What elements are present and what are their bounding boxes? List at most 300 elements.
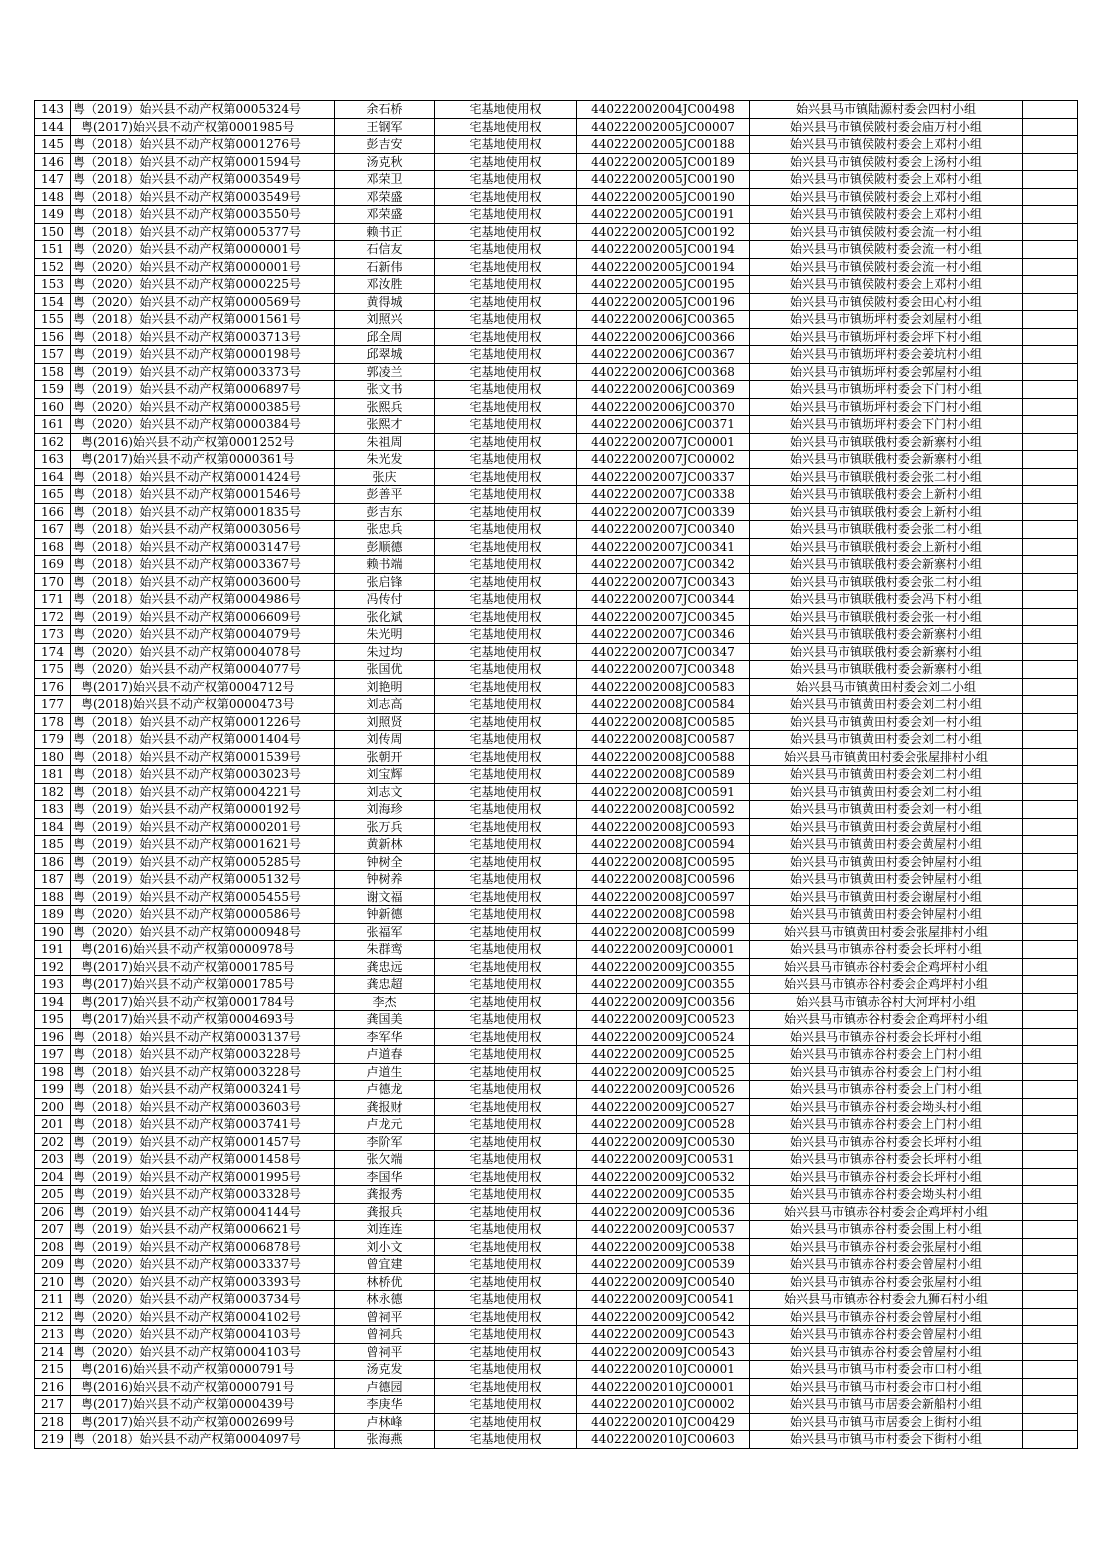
parcel-code-cell: 440222002006JC00371	[577, 416, 750, 434]
parcel-code-cell: 440222002008JC00585	[577, 713, 750, 731]
row-number-cell: 182	[35, 783, 71, 801]
parcel-code-cell: 440222002007JC00341	[577, 538, 750, 556]
location-cell: 始兴县马市镇赤谷村委会张屋村小组	[750, 1273, 1023, 1291]
right-type-cell: 宅基地使用权	[435, 293, 577, 311]
remarks-cell	[1023, 468, 1078, 486]
location-cell: 始兴县马市镇黄田村委会刘二村小组	[750, 731, 1023, 749]
owner-name-cell: 龚国美	[335, 1011, 435, 1029]
owner-name-cell: 张熙兵	[335, 398, 435, 416]
owner-name-cell: 曾祠平	[335, 1308, 435, 1326]
records-table-body	[35, 101, 1078, 1449]
parcel-code-cell: 440222002009JC00531	[577, 1151, 750, 1169]
remarks-cell	[1023, 101, 1078, 119]
certificate-number-cell: 粤（2019）始兴县不动产权第0005324号	[71, 101, 335, 119]
parcel-code-cell: 440222002006JC00365	[577, 311, 750, 329]
certificate-number-cell: 粤（2020）始兴县不动产权第0000225号	[71, 276, 335, 294]
certificate-number-cell: 粤（2018）始兴县不动产权第0004221号	[71, 783, 335, 801]
right-type-cell: 宅基地使用权	[435, 416, 577, 434]
parcel-code-cell: 440222002008JC00591	[577, 783, 750, 801]
right-type-cell: 宅基地使用权	[435, 206, 577, 224]
owner-name-cell: 林桥优	[335, 1273, 435, 1291]
location-cell: 始兴县马市镇联俄村委会冯下村小组	[750, 591, 1023, 609]
certificate-number-cell: 粤（2018）始兴县不动产权第0003550号	[71, 206, 335, 224]
location-cell: 始兴县马市镇联俄村委会上新村小组	[750, 486, 1023, 504]
remarks-cell	[1023, 941, 1078, 959]
remarks-cell	[1023, 906, 1078, 924]
certificate-number-cell: 粤（2018）始兴县不动产权第0003137号	[71, 1028, 335, 1046]
table-row	[35, 416, 1078, 434]
table-row	[35, 503, 1078, 521]
right-type-cell: 宅基地使用权	[435, 1221, 577, 1239]
right-type-cell: 宅基地使用权	[435, 801, 577, 819]
parcel-code-cell: 440222002009JC00542	[577, 1308, 750, 1326]
certificate-number-cell: 粤（2019）始兴县不动产权第0000198号	[71, 346, 335, 364]
parcel-code-cell: 440222002006JC00369	[577, 381, 750, 399]
owner-name-cell: 张启锋	[335, 573, 435, 591]
table-row	[35, 468, 1078, 486]
right-type-cell: 宅基地使用权	[435, 363, 577, 381]
owner-name-cell: 朱光明	[335, 626, 435, 644]
parcel-code-cell: 440222002008JC00587	[577, 731, 750, 749]
remarks-cell	[1023, 311, 1078, 329]
row-number-cell: 193	[35, 976, 71, 994]
remarks-cell	[1023, 783, 1078, 801]
right-type-cell: 宅基地使用权	[435, 626, 577, 644]
location-cell: 始兴县马市镇联俄村委会新寨村小组	[750, 433, 1023, 451]
owner-name-cell: 彭顺德	[335, 538, 435, 556]
table-row	[35, 853, 1078, 871]
table-row	[35, 748, 1078, 766]
right-type-cell: 宅基地使用权	[435, 573, 577, 591]
location-cell: 始兴县马市镇黄田村委会刘二小组	[750, 678, 1023, 696]
parcel-code-cell: 440222002007JC00002	[577, 451, 750, 469]
location-cell: 始兴县马市镇侯陂村委会上邓村小组	[750, 188, 1023, 206]
location-cell: 始兴县马市镇联俄村委会新寨村小组	[750, 626, 1023, 644]
location-cell: 始兴县马市镇联俄村委会上新村小组	[750, 538, 1023, 556]
table-row	[35, 958, 1078, 976]
row-number-cell: 208	[35, 1238, 71, 1256]
location-cell: 始兴县马市镇马市居委会新船村小组	[750, 1396, 1023, 1414]
owner-name-cell: 石新伟	[335, 258, 435, 276]
location-cell: 始兴县马市镇联俄村委会新寨村小组	[750, 643, 1023, 661]
location-cell: 始兴县马市镇马市村委会市口村小组	[750, 1361, 1023, 1379]
certificate-number-cell: 粤（2018）始兴县不动产权第0005377号	[71, 223, 335, 241]
row-number-cell: 147	[35, 171, 71, 189]
certificate-number-cell: 粤(2017)始兴县不动产权第0001785号	[71, 958, 335, 976]
table-row	[35, 1238, 1078, 1256]
certificate-number-cell: 粤(2017)始兴县不动产权第0001985号	[71, 118, 335, 136]
location-cell: 始兴县马市镇黄田村委会刘二村小组	[750, 696, 1023, 714]
remarks-cell	[1023, 853, 1078, 871]
certificate-number-cell: 粤（2019）始兴县不动产权第0001995号	[71, 1168, 335, 1186]
remarks-cell	[1023, 1116, 1078, 1134]
right-type-cell: 宅基地使用权	[435, 1273, 577, 1291]
table-row	[35, 1203, 1078, 1221]
table-row	[35, 766, 1078, 784]
row-number-cell: 156	[35, 328, 71, 346]
table-row	[35, 608, 1078, 626]
right-type-cell: 宅基地使用权	[435, 153, 577, 171]
location-cell: 始兴县马市镇坜坪村委会刘屋村小组	[750, 311, 1023, 329]
table-row	[35, 241, 1078, 259]
location-cell: 始兴县马市镇赤谷村委会企鸡坪村小组	[750, 1011, 1023, 1029]
remarks-cell	[1023, 661, 1078, 679]
remarks-cell	[1023, 1081, 1078, 1099]
right-type-cell: 宅基地使用权	[435, 136, 577, 154]
certificate-number-cell: 粤（2018）始兴县不动产权第0003056号	[71, 521, 335, 539]
right-type-cell: 宅基地使用权	[435, 1133, 577, 1151]
remarks-cell	[1023, 381, 1078, 399]
location-cell: 始兴县马市镇黄田村委会刘一村小组	[750, 801, 1023, 819]
right-type-cell: 宅基地使用权	[435, 188, 577, 206]
right-type-cell: 宅基地使用权	[435, 311, 577, 329]
row-number-cell: 197	[35, 1046, 71, 1064]
row-number-cell: 201	[35, 1116, 71, 1134]
table-row	[35, 1168, 1078, 1186]
certificate-number-cell: 粤（2020）始兴县不动产权第0000948号	[71, 923, 335, 941]
parcel-code-cell: 440222002009JC00535	[577, 1186, 750, 1204]
certificate-number-cell: 粤(2016)始兴县不动产权第0000791号	[71, 1378, 335, 1396]
table-row	[35, 993, 1078, 1011]
remarks-cell	[1023, 1028, 1078, 1046]
remarks-cell	[1023, 1203, 1078, 1221]
right-type-cell: 宅基地使用权	[435, 1361, 577, 1379]
owner-name-cell: 钟树全	[335, 853, 435, 871]
right-type-cell: 宅基地使用权	[435, 1238, 577, 1256]
table-row	[35, 1133, 1078, 1151]
remarks-cell	[1023, 1361, 1078, 1379]
owner-name-cell: 邱全周	[335, 328, 435, 346]
parcel-code-cell: 440222002007JC00338	[577, 486, 750, 504]
table-row	[35, 1396, 1078, 1414]
owner-name-cell: 李军华	[335, 1028, 435, 1046]
right-type-cell: 宅基地使用权	[435, 521, 577, 539]
table-row	[35, 696, 1078, 714]
row-number-cell: 169	[35, 556, 71, 574]
owner-name-cell: 李国华	[335, 1168, 435, 1186]
parcel-code-cell: 440222002005JC00194	[577, 258, 750, 276]
parcel-code-cell: 440222002010JC00001	[577, 1378, 750, 1396]
location-cell: 始兴县马市镇侯陂村委会庙万村小组	[750, 118, 1023, 136]
location-cell: 始兴县马市镇赤谷村委会企鸡坪村小组	[750, 1203, 1023, 1221]
row-number-cell: 198	[35, 1063, 71, 1081]
owner-name-cell: 张文书	[335, 381, 435, 399]
right-type-cell: 宅基地使用权	[435, 1081, 577, 1099]
owner-name-cell: 张庆	[335, 468, 435, 486]
location-cell: 始兴县马市镇坜坪村委会下门村小组	[750, 416, 1023, 434]
table-row	[35, 1221, 1078, 1239]
table-row	[35, 713, 1078, 731]
table-row	[35, 678, 1078, 696]
table-row	[35, 906, 1078, 924]
parcel-code-cell: 440222002008JC00593	[577, 818, 750, 836]
right-type-cell: 宅基地使用权	[435, 1186, 577, 1204]
parcel-code-cell: 440222002009JC00524	[577, 1028, 750, 1046]
table-row	[35, 783, 1078, 801]
location-cell: 始兴县马市镇黄田村委会张屋排村小组	[750, 748, 1023, 766]
owner-name-cell: 张忠兵	[335, 521, 435, 539]
location-cell: 始兴县马市镇赤谷村委会坳头村小组	[750, 1186, 1023, 1204]
location-cell: 始兴县马市镇赤谷村委会曾屋村小组	[750, 1326, 1023, 1344]
row-number-cell: 167	[35, 521, 71, 539]
remarks-cell	[1023, 976, 1078, 994]
right-type-cell: 宅基地使用权	[435, 538, 577, 556]
location-cell: 始兴县马市镇侯陂村委会流一村小组	[750, 223, 1023, 241]
remarks-cell	[1023, 1238, 1078, 1256]
table-row	[35, 136, 1078, 154]
parcel-code-cell: 440222002009JC00539	[577, 1256, 750, 1274]
table-row	[35, 1063, 1078, 1081]
location-cell: 始兴县马市镇黄田村委会钟屋村小组	[750, 906, 1023, 924]
location-cell: 始兴县马市镇黄田村委会刘二村小组	[750, 766, 1023, 784]
certificate-number-cell: 粤（2019）始兴县不动产权第0006609号	[71, 608, 335, 626]
parcel-code-cell: 440222002009JC00540	[577, 1273, 750, 1291]
owner-name-cell: 刘志文	[335, 783, 435, 801]
table-row	[35, 1256, 1078, 1274]
certificate-number-cell: 粤（2018）始兴县不动产权第0001226号	[71, 713, 335, 731]
table-row	[35, 206, 1078, 224]
table-row	[35, 923, 1078, 941]
right-type-cell: 宅基地使用权	[435, 1431, 577, 1449]
row-number-cell: 146	[35, 153, 71, 171]
owner-name-cell: 龚忠超	[335, 976, 435, 994]
certificate-number-cell: 粤(2017)始兴县不动产权第0002699号	[71, 1413, 335, 1431]
right-type-cell: 宅基地使用权	[435, 976, 577, 994]
remarks-cell	[1023, 538, 1078, 556]
owner-name-cell: 卢德园	[335, 1378, 435, 1396]
remarks-cell	[1023, 1273, 1078, 1291]
owner-name-cell: 彭善平	[335, 486, 435, 504]
table-row	[35, 643, 1078, 661]
parcel-code-cell: 440222002006JC00367	[577, 346, 750, 364]
row-number-cell: 204	[35, 1168, 71, 1186]
parcel-code-cell: 440222002005JC00189	[577, 153, 750, 171]
remarks-cell	[1023, 1046, 1078, 1064]
certificate-number-cell: 粤(2016)始兴县不动产权第0001252号	[71, 433, 335, 451]
parcel-code-cell: 440222002009JC00536	[577, 1203, 750, 1221]
right-type-cell: 宅基地使用权	[435, 1256, 577, 1274]
table-row	[35, 223, 1078, 241]
owner-name-cell: 曾宜建	[335, 1256, 435, 1274]
row-number-cell: 151	[35, 241, 71, 259]
owner-name-cell: 彭吉安	[335, 136, 435, 154]
remarks-cell	[1023, 223, 1078, 241]
owner-name-cell: 曾祠兵	[335, 1326, 435, 1344]
parcel-code-cell: 440222002006JC00370	[577, 398, 750, 416]
remarks-cell	[1023, 416, 1078, 434]
remarks-cell	[1023, 713, 1078, 731]
right-type-cell: 宅基地使用权	[435, 241, 577, 259]
certificate-number-cell: 粤（2019）始兴县不动产权第0001458号	[71, 1151, 335, 1169]
certificate-number-cell: 粤（2018）始兴县不动产权第0003228号	[71, 1046, 335, 1064]
certificate-number-cell: 粤（2018）始兴县不动产权第0001539号	[71, 748, 335, 766]
certificate-number-cell: 粤（2018）始兴县不动产权第0001424号	[71, 468, 335, 486]
parcel-code-cell: 440222002007JC00339	[577, 503, 750, 521]
right-type-cell: 宅基地使用权	[435, 888, 577, 906]
parcel-code-cell: 440222002007JC00348	[577, 661, 750, 679]
table-row	[35, 976, 1078, 994]
owner-name-cell: 李庚华	[335, 1396, 435, 1414]
parcel-code-cell: 440222002009JC00541	[577, 1291, 750, 1309]
row-number-cell: 155	[35, 311, 71, 329]
remarks-cell	[1023, 1063, 1078, 1081]
location-cell: 始兴县马市镇赤谷村委会上门村小组	[750, 1063, 1023, 1081]
remarks-cell	[1023, 1308, 1078, 1326]
parcel-code-cell: 440222002006JC00368	[577, 363, 750, 381]
location-cell: 始兴县马市镇马市村委会下街村小组	[750, 1431, 1023, 1449]
row-number-cell: 144	[35, 118, 71, 136]
row-number-cell: 212	[35, 1308, 71, 1326]
location-cell: 始兴县马市镇黄田村委会钟屋村小组	[750, 853, 1023, 871]
owner-name-cell: 汤克秋	[335, 153, 435, 171]
location-cell: 始兴县马市镇赤谷村委会长坪村小组	[750, 1028, 1023, 1046]
certificate-number-cell: 粤（2020）始兴县不动产权第0000385号	[71, 398, 335, 416]
certificate-number-cell: 粤（2020）始兴县不动产权第0000384号	[71, 416, 335, 434]
certificate-number-cell: 粤（2019）始兴县不动产权第0006897号	[71, 381, 335, 399]
row-number-cell: 215	[35, 1361, 71, 1379]
table-row	[35, 538, 1078, 556]
row-number-cell: 158	[35, 363, 71, 381]
location-cell: 始兴县马市镇赤谷村委会上门村小组	[750, 1116, 1023, 1134]
remarks-cell	[1023, 923, 1078, 941]
location-cell: 始兴县马市镇联俄村委会张一村小组	[750, 608, 1023, 626]
right-type-cell: 宅基地使用权	[435, 556, 577, 574]
owner-name-cell: 张福军	[335, 923, 435, 941]
parcel-code-cell: 440222002008JC00589	[577, 766, 750, 784]
certificate-number-cell: 粤（2018）始兴县不动产权第0003549号	[71, 188, 335, 206]
location-cell: 始兴县马市镇联俄村委会张二村小组	[750, 573, 1023, 591]
row-number-cell: 186	[35, 853, 71, 871]
row-number-cell: 143	[35, 101, 71, 119]
row-number-cell: 202	[35, 1133, 71, 1151]
parcel-code-cell: 440222002010JC00603	[577, 1431, 750, 1449]
remarks-cell	[1023, 188, 1078, 206]
parcel-code-cell: 440222002009JC00525	[577, 1046, 750, 1064]
owner-name-cell: 钟树养	[335, 871, 435, 889]
location-cell: 始兴县马市镇黄田村委会谢屋村小组	[750, 888, 1023, 906]
certificate-number-cell: 粤(2017)始兴县不动产权第0004712号	[71, 678, 335, 696]
parcel-code-cell: 440222002009JC00538	[577, 1238, 750, 1256]
right-type-cell: 宅基地使用权	[435, 486, 577, 504]
certificate-number-cell: 粤(2017)始兴县不动产权第0004693号	[71, 1011, 335, 1029]
row-number-cell: 214	[35, 1343, 71, 1361]
location-cell: 始兴县马市镇赤谷村委会企鸡坪村小组	[750, 958, 1023, 976]
right-type-cell: 宅基地使用权	[435, 118, 577, 136]
right-type-cell: 宅基地使用权	[435, 1378, 577, 1396]
table-row	[35, 398, 1078, 416]
row-number-cell: 207	[35, 1221, 71, 1239]
table-row	[35, 573, 1078, 591]
parcel-code-cell: 440222002006JC00366	[577, 328, 750, 346]
remarks-cell	[1023, 871, 1078, 889]
parcel-code-cell: 440222002005JC00190	[577, 188, 750, 206]
right-type-cell: 宅基地使用权	[435, 783, 577, 801]
remarks-cell	[1023, 118, 1078, 136]
location-cell: 始兴县马市镇赤谷村委会长坪村小组	[750, 941, 1023, 959]
owner-name-cell: 邓荣盛	[335, 188, 435, 206]
row-number-cell: 148	[35, 188, 71, 206]
table-row	[35, 1116, 1078, 1134]
table-row	[35, 941, 1078, 959]
owner-name-cell: 龚报兵	[335, 1203, 435, 1221]
row-number-cell: 149	[35, 206, 71, 224]
table-row	[35, 591, 1078, 609]
location-cell: 始兴县马市镇联俄村委会张二村小组	[750, 468, 1023, 486]
table-row	[35, 1431, 1078, 1449]
table-row	[35, 346, 1078, 364]
right-type-cell: 宅基地使用权	[435, 661, 577, 679]
location-cell: 始兴县马市镇侯陂村委会流一村小组	[750, 258, 1023, 276]
parcel-code-cell: 440222002009JC00543	[577, 1343, 750, 1361]
owner-name-cell: 邓汝胜	[335, 276, 435, 294]
row-number-cell: 194	[35, 993, 71, 1011]
owner-name-cell: 刘志高	[335, 696, 435, 714]
remarks-cell	[1023, 591, 1078, 609]
parcel-code-cell: 440222002007JC00337	[577, 468, 750, 486]
location-cell: 始兴县马市镇坜坪村委会坪下村小组	[750, 328, 1023, 346]
remarks-cell	[1023, 1151, 1078, 1169]
owner-name-cell: 刘传周	[335, 731, 435, 749]
certificate-number-cell: 粤（2018）始兴县不动产权第0003741号	[71, 1116, 335, 1134]
row-number-cell: 192	[35, 958, 71, 976]
parcel-code-cell: 440222002010JC00002	[577, 1396, 750, 1414]
certificate-number-cell: 粤（2018）始兴县不动产权第0003600号	[71, 573, 335, 591]
certificate-number-cell: 粤（2020）始兴县不动产权第0003337号	[71, 1256, 335, 1274]
certificate-number-cell: 粤（2020）始兴县不动产权第0000001号	[71, 258, 335, 276]
records-table	[34, 100, 1078, 1449]
parcel-code-cell: 440222002008JC00583	[577, 678, 750, 696]
right-type-cell: 宅基地使用权	[435, 1308, 577, 1326]
parcel-code-cell: 440222002005JC00195	[577, 276, 750, 294]
row-number-cell: 174	[35, 643, 71, 661]
remarks-cell	[1023, 293, 1078, 311]
remarks-cell	[1023, 993, 1078, 1011]
remarks-cell	[1023, 1396, 1078, 1414]
table-row	[35, 521, 1078, 539]
location-cell: 始兴县马市镇坜坪村委会下门村小组	[750, 381, 1023, 399]
table-row	[35, 556, 1078, 574]
remarks-cell	[1023, 451, 1078, 469]
owner-name-cell: 张熙才	[335, 416, 435, 434]
row-number-cell: 209	[35, 1256, 71, 1274]
certificate-number-cell: 粤(2017)始兴县不动产权第0000361号	[71, 451, 335, 469]
right-type-cell: 宅基地使用权	[435, 818, 577, 836]
owner-name-cell: 钟新德	[335, 906, 435, 924]
row-number-cell: 200	[35, 1098, 71, 1116]
right-type-cell: 宅基地使用权	[435, 941, 577, 959]
remarks-cell	[1023, 1343, 1078, 1361]
owner-name-cell: 邓荣盛	[335, 206, 435, 224]
certificate-number-cell: 粤（2018）始兴县不动产权第0003023号	[71, 766, 335, 784]
right-type-cell: 宅基地使用权	[435, 766, 577, 784]
parcel-code-cell: 440222002007JC00345	[577, 608, 750, 626]
row-number-cell: 195	[35, 1011, 71, 1029]
owner-name-cell: 龚报财	[335, 1098, 435, 1116]
right-type-cell: 宅基地使用权	[435, 1168, 577, 1186]
row-number-cell: 189	[35, 906, 71, 924]
certificate-number-cell: 粤(2016)始兴县不动产权第0000791号	[71, 1361, 335, 1379]
certificate-number-cell: 粤（2020）始兴县不动产权第0003734号	[71, 1291, 335, 1309]
right-type-cell: 宅基地使用权	[435, 468, 577, 486]
location-cell: 始兴县马市镇赤谷村委会曾屋村小组	[750, 1308, 1023, 1326]
remarks-cell	[1023, 1098, 1078, 1116]
certificate-number-cell: 粤（2020）始兴县不动产权第0004103号	[71, 1326, 335, 1344]
location-cell: 始兴县马市镇赤谷村大河坪村小组	[750, 993, 1023, 1011]
right-type-cell: 宅基地使用权	[435, 223, 577, 241]
certificate-number-cell: 粤（2020）始兴县不动产权第0000569号	[71, 293, 335, 311]
remarks-cell	[1023, 521, 1078, 539]
row-number-cell: 206	[35, 1203, 71, 1221]
